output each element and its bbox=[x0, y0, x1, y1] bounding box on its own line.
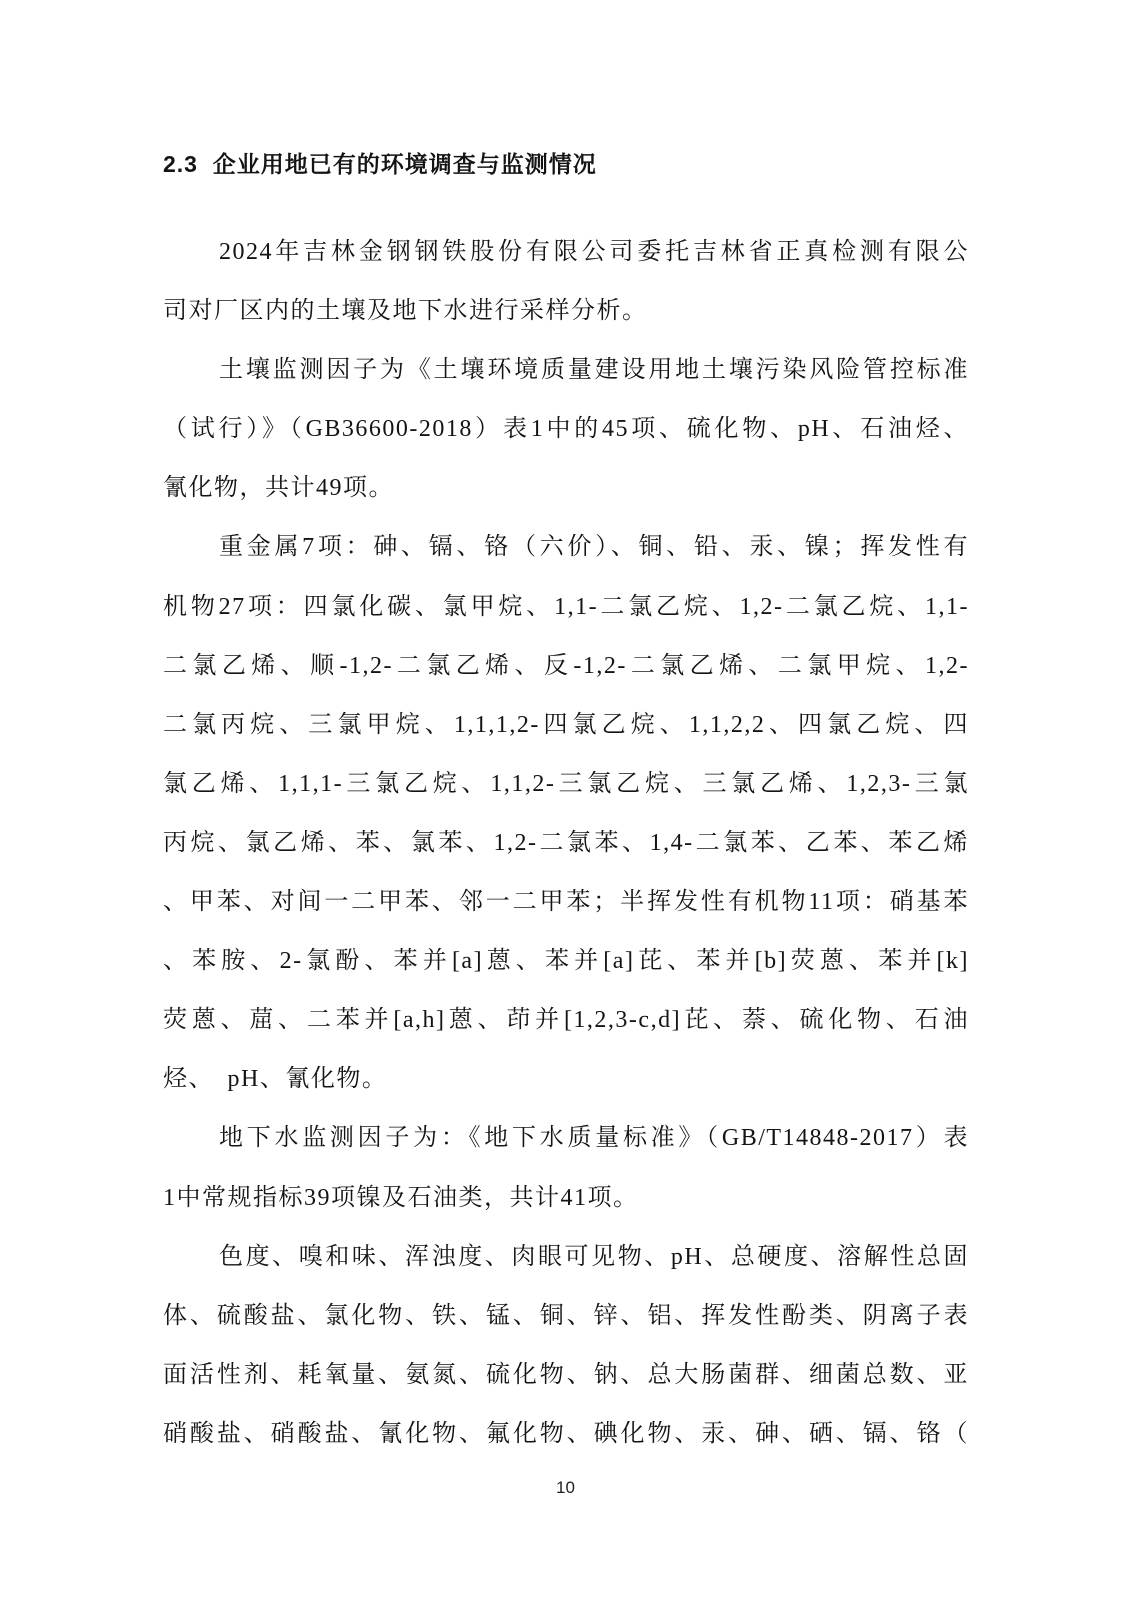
page-number: 10 bbox=[556, 1478, 575, 1497]
text-line: 、甲苯、对间一二甲苯、邻一二甲苯；半挥发性有机物11项：硝基苯 bbox=[163, 889, 969, 916]
text-line: 硝酸盐、硝酸盐、氰化物、氟化物、碘化物、汞、砷、硒、镉、铬（ bbox=[163, 1420, 969, 1447]
text-line: 、苯胺、2-氯酚、苯并[a]蒽、苯并[a]芘、苯并[b]荧蒽、苯并[k] bbox=[163, 948, 969, 975]
text-line: 氰化物，共计49项。 bbox=[163, 475, 394, 502]
text-line: 地下水监测因子为：《地下水质量标准》（GB/T14848-2017）表 bbox=[219, 1125, 969, 1152]
text-line: 氯乙烯、1,1,1-三氯乙烷、1,1,2-三氯乙烷、三氯乙烯、1,2,3-三氯 bbox=[163, 770, 969, 797]
text-line: 体、硫酸盐、氯化物、铁、锰、铜、锌、铝、挥发性酚类、阴离子表 bbox=[163, 1302, 969, 1329]
text-line: 面活性剂、耗氧量、氨氮、硫化物、钠、总大肠菌群、细菌总数、亚 bbox=[163, 1361, 969, 1388]
text-line: 荧蒽、䓛、二苯并[a,h]蒽、茚并[1,2,3-c,d]芘、萘、硫化物、石油 bbox=[163, 1007, 969, 1034]
text-line: 烃、 pH、氰化物。 bbox=[163, 1066, 388, 1093]
text-line: 二氯乙烯、顺-1,2-二氯乙烯、反-1,2-二氯乙烯、二氯甲烷、1,2- bbox=[163, 652, 969, 679]
document-body bbox=[163, 223, 969, 1464]
text-line: （试行）》（GB36600-2018）表1中的45项、硫化物、pH、石油烃、 bbox=[163, 416, 969, 443]
text-line: 色度、嗅和味、浑浊度、肉眼可见物、pH、总硬度、溶解性总固 bbox=[219, 1243, 969, 1270]
text-line: 丙烷、氯乙烯、苯、氯苯、1,2-二氯苯、1,4-二氯苯、乙苯、苯乙烯 bbox=[163, 829, 969, 856]
section-heading: 2.3 企业用地已有的环境调查与监测情况 bbox=[163, 151, 597, 177]
text-line: 司对厂区内的土壤及地下水进行采样分析。 bbox=[163, 298, 648, 325]
text-line: 2024年吉林金钢钢铁股份有限公司委托吉林省正真检测有限公 bbox=[219, 239, 969, 265]
text-line: 土壤监测因子为《土壤环境质量建设用地土壤污染风险管控标准 bbox=[219, 357, 969, 384]
text-line: 1中常规指标39项镍及石油类，共计41项。 bbox=[163, 1184, 639, 1211]
text-line: 二氯丙烷、三氯甲烷、1,1,1,2-四氯乙烷、1,1,2,2、四氯乙烷、四 bbox=[163, 711, 969, 738]
text-line: 重金属7项：砷、镉、铬（六价）、铜、铅、汞、镍；挥发性有 bbox=[219, 534, 969, 561]
text-line: 机物27项：四氯化碳、氯甲烷、1,1-二氯乙烷、1,2-二氯乙烷、1,1- bbox=[163, 593, 969, 620]
